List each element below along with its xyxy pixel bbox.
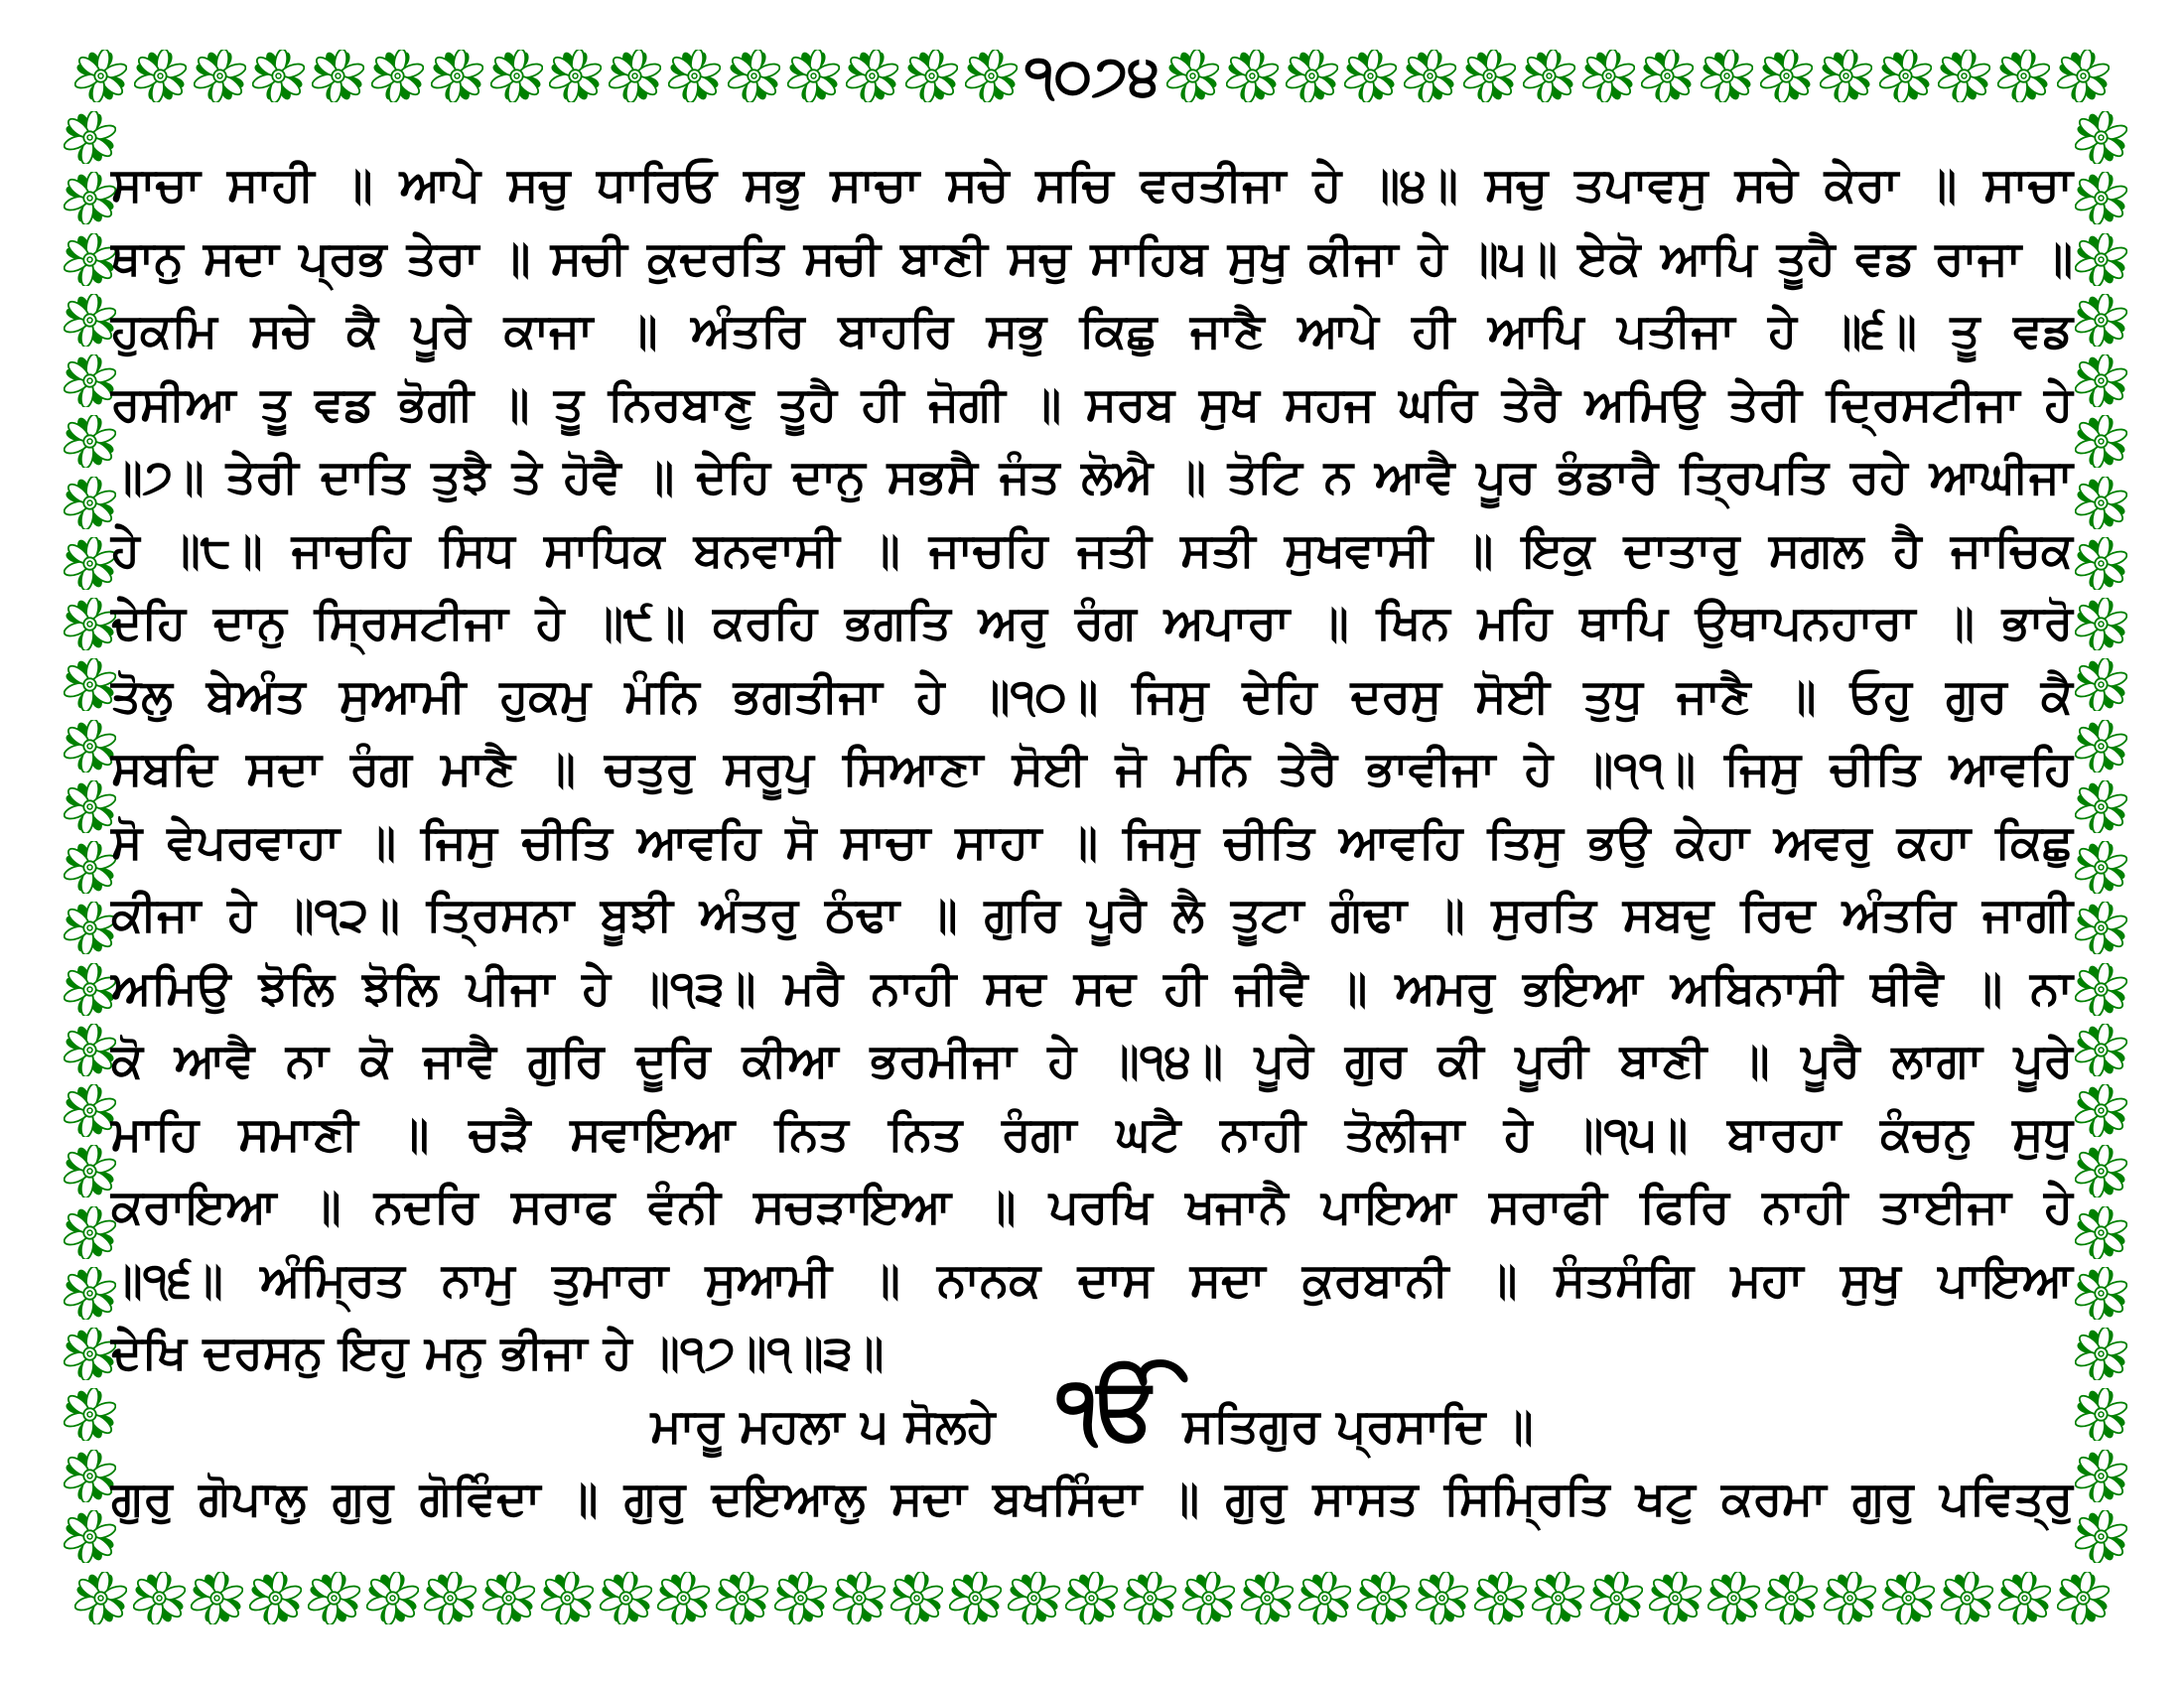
flower-icon <box>1582 50 1635 102</box>
flower-icon <box>949 1572 1002 1624</box>
scripture-line: ਸਬਦਿ ਸਦਾ ਰੰਗ ਮਾਣੈ ॥ ਚਤੁਰੁ ਸਰੂਪੁ ਸਿਆਣਾ ਸੋਈ ਜੋ ਮਨਿ ਤੇਰੈ ਭਾਵੀਜਾ ਹੇ ॥੧੧॥ ਜਿਸੁ ਚੀਤਿ ਆਵਹਿ <box>111 742 2073 796</box>
flower-icon <box>191 1572 243 1624</box>
flower-icon <box>431 50 483 102</box>
flower-icon <box>2075 1267 2127 1320</box>
flower-icon <box>1286 50 1338 102</box>
flower-icon <box>64 233 116 286</box>
border-top-row <box>74 44 2110 108</box>
scripture-line: ਕਰਾਇਆ ॥ ਨਦਰਿ ਸਰਾਫ ਵੰਨੀ ਸਚੜਾਇਆ ॥ ਪਰਖਿ ਖਜਾਨੈ ਪਾਇਆ ਸਰਾਫੀ ਫਿਰਿ ਨਾਹੀ ਤਾਈਜਾ ਹੇ <box>111 1180 2073 1234</box>
flower-icon <box>2075 841 2127 894</box>
flower-icon <box>2075 1024 2127 1076</box>
flower-icon <box>1882 1572 1935 1624</box>
scripture-line: ॥੧੬॥ ਅੰਮ੍ਰਿਤ ਨਾਮੁ ਤੁਮਾਰਾ ਸੁਆਮੀ ॥ ਨਾਨਕ ਦਾਸ ਸਦਾ ਕੁਰਬਾਨੀ ॥ ਸੰਤਸੰਗਿ ਮਹਾ ਸੁਖੁ ਪਾਇਆ <box>111 1252 2073 1308</box>
flower-icon <box>308 1572 360 1624</box>
flower-icon <box>1701 50 1753 102</box>
flower-icon <box>1765 1572 1818 1624</box>
flower-icon <box>64 111 116 164</box>
flower-icon <box>64 1206 116 1259</box>
flower-icon <box>74 1572 127 1624</box>
flower-icon <box>1065 1572 1118 1624</box>
flower-icon <box>1182 1572 1235 1624</box>
flower-icon <box>609 50 661 102</box>
flower-icon <box>905 50 958 102</box>
flower-icon <box>1941 1572 1993 1624</box>
flower-icon <box>1124 1572 1176 1624</box>
flower-icon <box>2075 111 2127 164</box>
flower-icon <box>64 1388 116 1441</box>
flower-icon <box>1938 50 1990 102</box>
flower-icon <box>1997 50 2050 102</box>
flower-icon <box>2075 1206 2127 1259</box>
scripture-line: ਥਾਨੁ ਸਦਾ ਪ੍ਰਭ ਤੇਰਾ ॥ ਸਚੀ ਕੁਦਰਤਿ ਸਚੀ ਬਾਣੀ ਸਚੁ ਸਾਹਿਬ ਸੁਖੁ ਕੀਜਾ ਹੇ ॥੫॥ ਏਕੋ ਆਪਿ ਤੂਹੈ ਵਡ ਰਾਜਾ ॥ <box>111 230 2073 286</box>
flower-icon <box>1879 50 1932 102</box>
border-right-column <box>2074 111 2127 1563</box>
flower-icon <box>64 780 116 833</box>
flower-icon <box>64 477 116 529</box>
flower-icon <box>2057 50 2110 102</box>
flower-icon <box>1824 1572 1876 1624</box>
flower-icon <box>64 658 116 711</box>
flower-icon <box>1649 1572 1702 1624</box>
scripture-line: ਹੇ ॥੮॥ ਜਾਚਹਿ ਸਿਧ ਸਾਧਿਕ ਬਨਵਾਸੀ ॥ ਜਾਚਹਿ ਜਤੀ ਸਤੀ ਸੁਖਵਾਸੀ ॥ ਇਕੁ ਦਾਤਾਰੁ ਸਗਲ ਹੈ ਜਾਚਿਕ <box>111 522 2073 578</box>
flower-icon <box>1166 50 1219 102</box>
flower-icon <box>64 1084 116 1137</box>
flower-icon <box>424 1572 477 1624</box>
flower-icon <box>1298 1572 1351 1624</box>
flower-icon <box>2075 1328 2127 1380</box>
flower-icon <box>2075 294 2127 347</box>
flower-icon <box>64 415 116 468</box>
flower-icon <box>312 50 364 102</box>
flower-icon <box>2075 1450 2127 1502</box>
flower-icon <box>2075 902 2127 954</box>
flower-icon <box>774 1572 827 1624</box>
flower-icon <box>1416 1572 1468 1624</box>
flower-icon <box>366 1572 419 1624</box>
scripture-continuation-line: ਗੁਰੁ ਗੋਪਾਲੁ ਗੁਰੁ ਗੋਵਿੰਦਾ ॥ ਗੁਰੁ ਦਇਆਲੁ ਸਦਾ ਬਖਸਿੰਦਾ ॥ ਗੁਰੁ ਸਾਸਤ ਸਿਮ੍ਰਿਤਿ ਖਟੁ ਕਰਮਾ ਗੁਰੁ ਪਵਿਤ੍ਰੁ <box>111 1472 2073 1526</box>
scripture-line: ਹੁਕਮਿ ਸਚੇ ਕੈ ਪੂਰੇ ਕਾਜਾ ॥ ਅੰਤਰਿ ਬਾਹਰਿ ਸਭੁ ਕਿਛੁ ਜਾਣੈ ਆਪੇ ਹੀ ਆਪਿ ਪਤੀਜਾ ਹੇ ॥੬॥ ਤੂ ਵਡ <box>111 304 2073 358</box>
flower-icon <box>64 172 116 224</box>
flower-icon <box>74 50 127 102</box>
flower-icon <box>64 354 116 407</box>
flower-icon <box>64 720 116 773</box>
flower-icon <box>2075 658 2127 711</box>
scripture-line: ਮਾਹਿ ਸਮਾਣੀ ॥ ਚੜੈ ਸਵਾਇਆ ਨਿਤ ਨਿਤ ਰੰਗਾ ਘਟੈ ਨਾਹੀ ਤੋਲੀਜਾ ਹੇ ॥੧੫॥ ਬਾਰਹਾ ਕੰਚਨੁ ਸੁਧੁ <box>111 1106 2073 1162</box>
flower-icon <box>133 1572 186 1624</box>
flower-icon <box>64 902 116 954</box>
flower-icon <box>2075 233 2127 286</box>
flower-icon <box>2075 477 2127 529</box>
flower-icon <box>194 50 246 102</box>
flower-icon <box>64 1267 116 1320</box>
scripture-line: ਅਮਿਉ ਝੋਲਿ ਝੋਲਿ ਪੀਜਾ ਹੇ ॥੧੩॥ ਮਰੈ ਨਾਹੀ ਸਦ ਸਦ ਹੀ ਜੀਵੈ ॥ ਅਮਰੁ ਭਇਆ ਅਬਿਨਾਸੀ ਥੀਵੈ ॥ ਨਾ <box>111 960 2073 1016</box>
flower-icon <box>64 1450 116 1502</box>
flower-icon <box>64 537 116 590</box>
flower-icon <box>2075 1510 2127 1563</box>
flower-icon <box>2075 780 2127 833</box>
flower-icon <box>1463 50 1516 102</box>
flower-icon <box>890 1572 943 1624</box>
flower-icon <box>833 1572 886 1624</box>
scripture-line: ਸਾਚਾ ਸਾਹੀ ॥ ਆਪੇ ਸਚੁ ਧਾਰਿਓ ਸਭੁ ਸਾਚਾ ਸਚੇ ਸਚਿ ਵਰਤੀਜਾ ਹੇ ॥੪॥ ਸਚੁ ਤਪਾਵਸੁ ਸਚੇ ਕੇਰਾ ॥ ਸਾਚਾ <box>111 158 2073 212</box>
scripture-line: ਦੇਹਿ ਦਾਨੁ ਸ੍ਰਿਸਟੀਜਾ ਹੇ ॥੯॥ ਕਰਹਿ ਭਗਤਿ ਅਰੁ ਰੰਗ ਅਪਾਰਾ ॥ ਖਿਨ ਮਹਿ ਥਾਪਿ ਉਥਾਪਨਹਾਰਾ ॥ ਭਾਰੋ <box>111 596 2073 650</box>
flower-icon <box>1707 1572 1760 1624</box>
scripture-line: ਦੇਖਿ ਦਰਸਨੁ ਇਹੁ ਮਨੁ ਭੀਜਾ ਹੇ ॥੧੭॥੧॥੩॥ <box>111 1326 885 1380</box>
flower-icon <box>2075 1084 2127 1137</box>
flower-icon <box>64 294 116 347</box>
scripture-line: ਸੋ ਵੇਪਰਵਾਹਾ ॥ ਜਿਸੁ ਚੀਤਿ ਆਵਹਿ ਸੋ ਸਾਚਾ ਸਾਹਾ ॥ ਜਿਸੁ ਚੀਤਿ ਆਵਹਿ ਤਿਸੁ ਭਉ ਕੇਹਾ ਅਵਰੁ ਕਹਾ ਕਿਛੁ <box>111 814 2073 870</box>
flower-icon <box>541 1572 594 1624</box>
scripture-line: ॥੭॥ ਤੇਰੀ ਦਾਤਿ ਤੁਝੈ ਤੇ ਹੋਵੈ ॥ ਦੇਹਿ ਦਾਨੁ ਸਭਸੈ ਜੰਤ ਲੋਐ ॥ ਤੋਟਿ ਨ ਆਵੈ ਪੂਰ ਭੰਡਾਰੈ ਤ੍ਰਿਪਤਿ ਰਹੇ ਆਘੀਜਾ <box>111 450 2073 504</box>
flower-icon <box>2075 720 2127 773</box>
flower-icon <box>1357 1572 1410 1624</box>
flower-icon <box>490 50 543 102</box>
flower-icon <box>1532 1572 1584 1624</box>
scripture-line: ਰਸੀਆ ਤੂ ਵਡ ਭੋਗੀ ॥ ਤੂ ਨਿਰਬਾਣੁ ਤੂਹੈ ਹੀ ਜੋਗੀ ॥ ਸਰਬ ਸੁਖ ਸਹਜ ਘਰਿ ਤੇਰੈ ਅਮਿਉ ਤੇਰੀ ਦ੍ਰਿਸਟੀਜਾ ਹੇ <box>111 376 2073 432</box>
flower-icon <box>64 1510 116 1563</box>
flower-icon <box>64 1145 116 1197</box>
flower-icon <box>787 50 840 102</box>
flower-icon <box>1820 50 1872 102</box>
flower-icon <box>965 50 1018 102</box>
section-heading: ਮਾਰੂ ਮਹਲਾ ੫ ਸੋਲਹੇ ੴ ਸਤਿਗੁਰ ਪ੍ਰਸਾਦਿ ॥ <box>111 1390 2073 1464</box>
flower-icon <box>1344 50 1397 102</box>
flower-icon <box>64 963 116 1016</box>
section-heading-invocation: ਸਤਿਗੁਰ ਪ੍ਰਸਾਦਿ ॥ <box>1182 1398 1534 1454</box>
flower-icon <box>134 50 187 102</box>
flower-icon <box>1474 1572 1527 1624</box>
flower-icon <box>64 841 116 894</box>
flower-icon <box>371 50 424 102</box>
flower-icon <box>249 1572 302 1624</box>
flower-icon <box>1241 1572 1294 1624</box>
flower-icon <box>668 50 721 102</box>
flower-icon <box>1641 50 1694 102</box>
border-left-column <box>63 111 116 1563</box>
flower-icon <box>716 1572 768 1624</box>
flower-icon <box>1590 1572 1643 1624</box>
flower-icon <box>2075 354 2127 407</box>
flower-icon <box>549 50 602 102</box>
flower-icon <box>657 1572 710 1624</box>
scripture-text-block <box>111 149 2073 1536</box>
flower-icon <box>64 598 116 650</box>
flower-icon <box>2075 598 2127 650</box>
flower-icon <box>2075 1388 2127 1441</box>
flower-icon <box>2057 1572 2110 1624</box>
flower-icon <box>482 1572 535 1624</box>
flower-icon <box>1523 50 1575 102</box>
flower-icon <box>728 50 780 102</box>
flower-icon <box>252 50 305 102</box>
flower-icon <box>64 1024 116 1076</box>
flower-icon <box>846 50 898 102</box>
flower-icon <box>64 1328 116 1380</box>
flower-icon <box>1404 50 1456 102</box>
flower-icon <box>1008 1572 1060 1624</box>
flower-icon <box>2075 172 2127 224</box>
border-top-right-flowers <box>1166 50 2110 102</box>
flower-icon <box>1998 1572 2051 1624</box>
border-bottom-row <box>74 1572 2110 1624</box>
section-heading-title: ਮਾਰੂ ਮਹਲਾ ੫ ਸੋਲਹੇ <box>650 1398 996 1454</box>
scripture-line: ਕੀਜਾ ਹੇ ॥੧੨॥ ਤ੍ਰਿਸਨਾ ਬੂਝੀ ਅੰਤਰੁ ਠੰਢਾ ॥ ਗੁਰਿ ਪੂਰੈ ਲੈ ਤੂਟਾ ਗੰਢਾ ॥ ਸੁਰਤਿ ਸਬਦੁ ਰਿਦ ਅੰਤਰਿ ਜਾਗੀ <box>111 888 2073 942</box>
flower-icon <box>1226 50 1279 102</box>
border-top-left-flowers <box>74 50 1018 102</box>
flower-icon <box>1760 50 1813 102</box>
flower-icon <box>2075 1145 2127 1197</box>
scripture-line: ਕੋ ਆਵੈ ਨਾ ਕੋ ਜਾਵੈ ਗੁਰਿ ਦੂਰਿ ਕੀਆ ਭਰਮੀਜਾ ਹੇ ॥੧੪॥ ਪੂਰੇ ਗੁਰ ਕੀ ਪੂਰੀ ਬਾਣੀ ॥ ਪੂਰੈ ਲਾਗਾ ਪੂਰੇ <box>111 1034 2073 1088</box>
flower-icon <box>2075 537 2127 590</box>
scripture-line: ਤੋਲੁ ਬੇਅੰਤ ਸੁਆਮੀ ਹੁਕਮੁ ਮੰਨਿ ਭਗਤੀਜਾ ਹੇ ॥੧੦॥ ਜਿਸੁ ਦੇਹਿ ਦਰਸੁ ਸੋਈ ਤੁਧੁ ਜਾਣੈ ॥ ਓਹੁ ਗੁਰ ਕੈ <box>111 668 2073 724</box>
flower-icon <box>600 1572 652 1624</box>
page-number: ੧੦੭੪ <box>1024 44 1160 108</box>
flower-icon <box>2075 415 2127 468</box>
flower-icon <box>2075 963 2127 1016</box>
